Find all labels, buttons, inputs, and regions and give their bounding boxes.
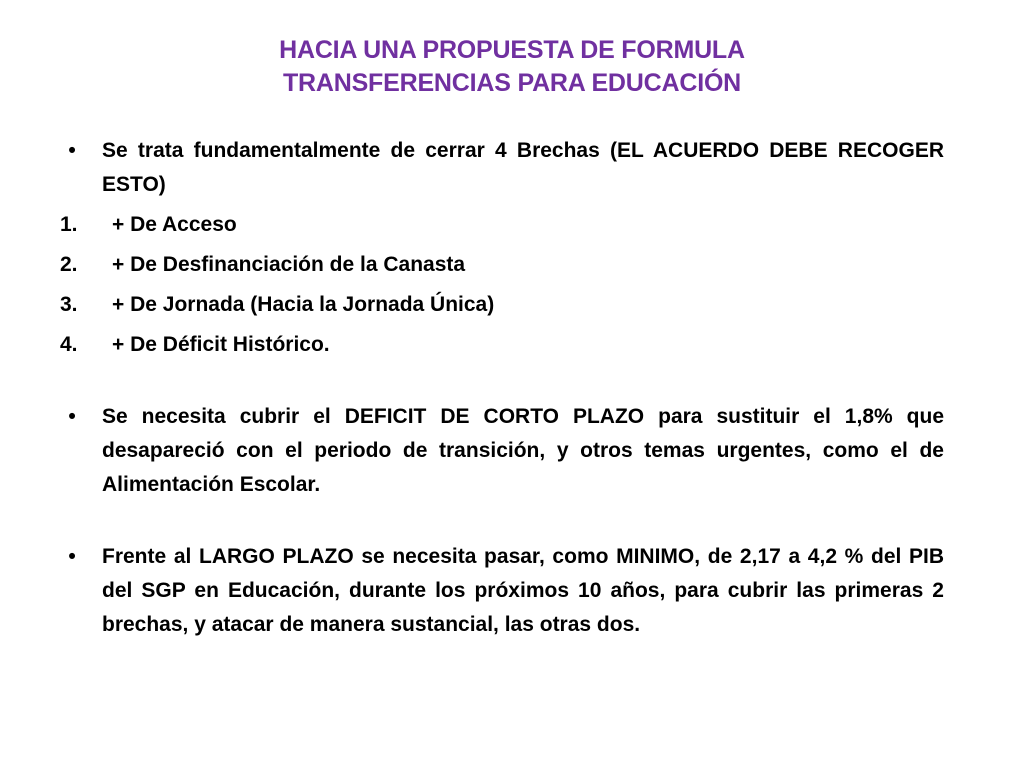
bullet-icon: • xyxy=(68,405,76,428)
list-number: 1. xyxy=(60,213,78,236)
bullet-text: Frente al LARGO PLAZO se necesita pasar, como MINIMO, de 2,17 a 4,2 % del PIB del SGP en Educación, durante los próximos 10 años, para cubrir las primeras 2 brechas, y atacar de manera sustancial, las otras dos. xyxy=(102,545,944,636)
list-number: 2. xyxy=(60,253,78,276)
bullet-text: Se trata fundamentalmente de cerrar 4 Brechas (EL ACUERDO DEBE RECOGER ESTO) xyxy=(102,139,944,196)
title-line-2: TRANSFERENCIAS PARA EDUCACIÓN xyxy=(282,69,742,97)
list-text: + De Jornada (Hacia la Jornada Única) xyxy=(112,293,495,316)
bullet-text: Se necesita cubrir el DEFICIT DE CORTO PLAZO para sustituir el 1,8% que desapareció con el periodo de transición, y otros temas urgentes, como el de Alimentación Escolar. xyxy=(102,405,944,496)
list-item xyxy=(60,248,944,282)
list-item xyxy=(60,208,944,242)
bullet-item-brechas xyxy=(60,134,944,202)
list-number: 4. xyxy=(60,333,78,356)
list-text: + De Déficit Histórico. xyxy=(112,333,330,356)
bullet-icon: • xyxy=(68,139,76,162)
bullet-icon: • xyxy=(68,545,76,568)
list-text: + De Acceso xyxy=(112,213,237,236)
list-text: + De Desfinanciación de la Canasta xyxy=(112,253,466,276)
bullet-item-corto-plazo xyxy=(60,400,944,502)
slide-body xyxy=(60,134,944,642)
slide-title xyxy=(60,34,964,100)
bullet-item-largo-plazo xyxy=(60,540,944,642)
title-line-1: HACIA UNA PROPUESTA DE FORMULA xyxy=(279,36,745,64)
list-item xyxy=(60,288,944,322)
list-number: 3. xyxy=(60,293,78,316)
list-item xyxy=(60,328,944,362)
